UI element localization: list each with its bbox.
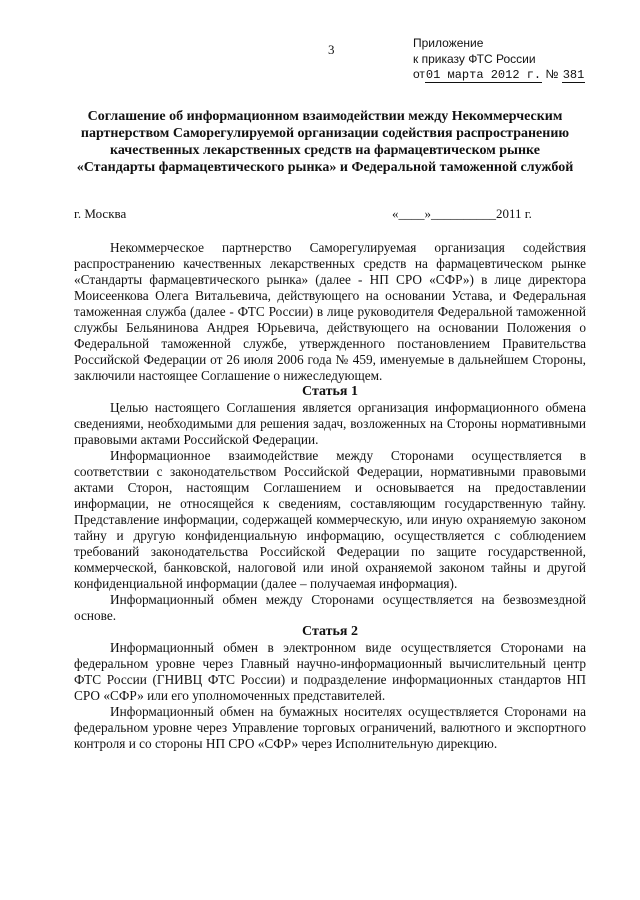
document-title: Соглашение об информационном взаимодействии между Некоммерческим партнерством Саморегулируемой организации содействия распространению качественных лекарственных средств на фармацевтическом рынке «Стандарты фармацевтического рынка» и Федеральной таможенной службой bbox=[76, 109, 574, 175]
date-blank: «____»__________2011 г. bbox=[392, 206, 532, 221]
from-label: от bbox=[413, 67, 425, 81]
preamble-paragraph: Некоммерческое партнерство Саморегулируемая организация содействия распространению качественных лекарственных средств на фармацевтическом рынке «Стандарты фармацевтического рынка» (далее - НП СРО «СФР») в лице директора Моисеенкова Олега Витальевича, действующего на основании Устава, и Федеральная таможенная служба (далее - ФТС России) в лице руководителя Федеральной таможенной службы Бельянинова Андрея Юрьевича, действующего на основании Положения о Федеральной таможенной службе, утвержденного постановлением Правительства Российской Федерации от 26 июля 2006 года № 459, именуемые в дальнейшем Стороны, заключили настоящее Соглашение о нижеследующем. bbox=[74, 240, 586, 383]
article-1-paragraph: Информационное взаимодействие между Сторонами осуществляется в соответствии с законодательством Российской Федерации, нормативными правовыми актами Сторон, настоящим Соглашением и основывается на предоставлении информации, не относящейся к сведениям, составляющим государственную тайну. Представление информации, содержащей коммерческую, или иную охраняемую законом тайну и другую конфиденциальную информацию, осуществляется с соблюдением требований законодательства Российской Федерации по защите государственной, коммерческой, банковской, налоговой или иной охраняемой законом тайны и другой конфиденциальной информации (далее – получаемая информация). bbox=[74, 448, 586, 591]
article-2-heading: Статья 2 bbox=[302, 624, 358, 639]
order-date: 01 марта 2012 г. bbox=[425, 68, 542, 82]
article-1-paragraph: Информационный обмен между Сторонами осуществляется на безвозмездной основе. bbox=[74, 592, 586, 623]
appendix-order-ref: к приказу ФТС России bbox=[413, 51, 536, 66]
appendix-label: Приложение bbox=[413, 36, 484, 50]
appendix-order-date-line bbox=[413, 67, 585, 84]
appendix-header bbox=[413, 36, 585, 84]
article-2-paragraph: Информационный обмен на бумажных носителях осуществляется Сторонами на федеральном уровне через Управление торговых ограничений, валютного и экспортного контроля и со стороны НП СРО «СФР» через Исполнительную дирекцию. bbox=[74, 704, 586, 751]
article-1-heading: Статья 1 bbox=[302, 384, 358, 399]
article-2-paragraph: Информационный обмен в электронном виде осуществляется Сторонами на федеральном уровне через Главный научно-информационный вычислительный центр ФТС России (ГНИВЦ ФТС России) и подразделение информационных стандартов НП СРО «СФР» или его уполномоченных представителей. bbox=[74, 640, 586, 703]
city: г. Москва bbox=[74, 206, 127, 221]
article-1-paragraph: Целью настоящего Соглашения является организация информационного обмена сведениями, необходимыми для решения задач, возложенных на Стороны нормативными правовыми актами Российской Федерации. bbox=[74, 400, 586, 447]
number-label: № bbox=[545, 67, 559, 81]
order-number: 381 bbox=[562, 68, 585, 82]
page-number: 3 bbox=[328, 42, 335, 57]
document-body bbox=[74, 240, 586, 752]
